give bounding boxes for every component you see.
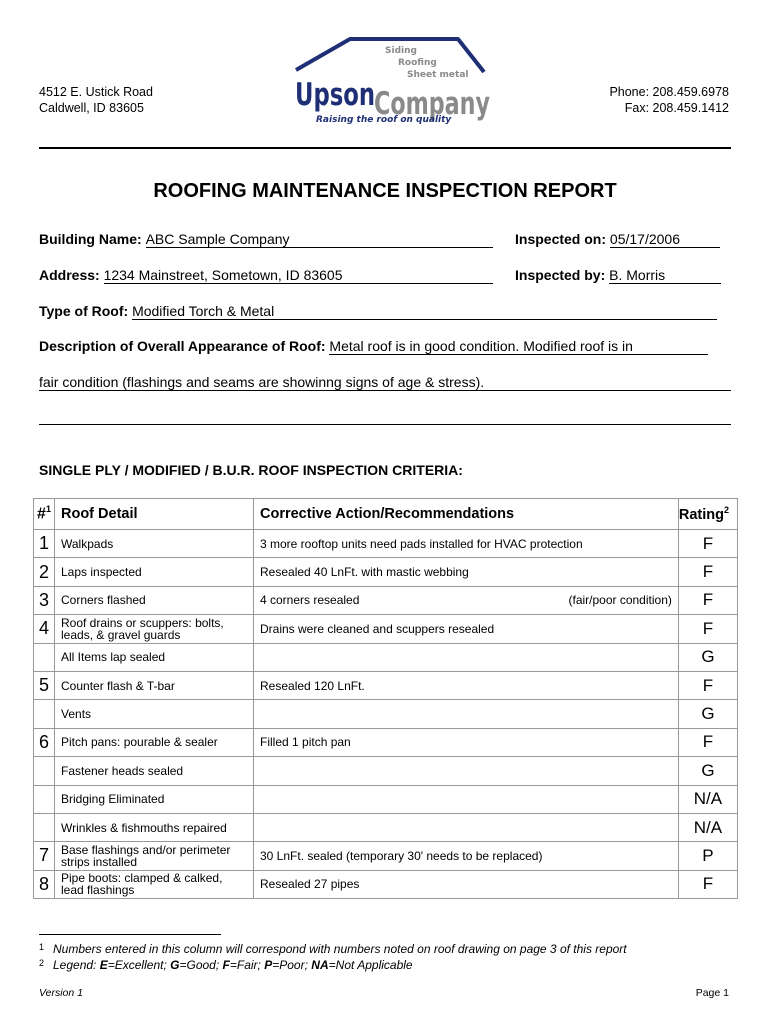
address-label: Address: bbox=[39, 267, 100, 283]
report-title: ROOFING MAINTENANCE INSPECTION REPORT bbox=[153, 180, 617, 202]
row-roof-detail: Walkpads bbox=[55, 530, 254, 558]
criteria-header-row bbox=[34, 499, 738, 530]
row-corrective-action bbox=[254, 870, 679, 898]
roof-type-field bbox=[39, 303, 717, 320]
row-rating: F bbox=[678, 728, 737, 756]
row-action-text: 3 more rooftop units need pads installed for HVAC protection bbox=[260, 536, 583, 551]
inspected-by-text: B. Morris bbox=[609, 267, 666, 283]
description-value-2 bbox=[39, 374, 731, 391]
row-corrective-action bbox=[254, 643, 679, 671]
row-rating: G bbox=[678, 643, 737, 671]
header-rating-sup: 2 bbox=[723, 505, 729, 516]
criteria-row bbox=[34, 558, 738, 586]
row-action-text: Filled 1 pitch pan bbox=[260, 735, 351, 750]
description-field bbox=[39, 338, 708, 355]
row-roof-detail: Bridging Eliminated bbox=[55, 785, 254, 813]
row-number: 4 bbox=[34, 615, 55, 643]
legend-label: Legend: bbox=[53, 958, 97, 972]
footnote-divider bbox=[39, 934, 221, 935]
row-number bbox=[34, 700, 55, 728]
inspected-on-label: Inspected on: bbox=[515, 231, 607, 247]
row-number: 5 bbox=[34, 671, 55, 699]
row-rating: P bbox=[678, 842, 737, 870]
row-roof-detail: Laps inspected bbox=[55, 558, 254, 586]
footnote-1-mark: 1 bbox=[39, 942, 45, 952]
description-value-1 bbox=[329, 338, 708, 355]
legend-code: P bbox=[264, 958, 273, 972]
row-condition-note: (fair/poor condition) bbox=[568, 593, 672, 608]
row-action-text: 30 LnFt. sealed (temporary 30' needs to be replaced) bbox=[260, 848, 543, 863]
criteria-row bbox=[34, 671, 738, 699]
row-action-text: Drains were cleaned and scuppers resealed bbox=[260, 621, 495, 636]
inspected-by-label: Inspected by: bbox=[515, 267, 606, 283]
row-rating: F bbox=[678, 671, 737, 699]
row-number: 1 bbox=[34, 530, 55, 558]
inspected-on-value bbox=[610, 231, 720, 248]
row-corrective-action bbox=[254, 586, 679, 614]
page-number: Page 1 bbox=[695, 987, 729, 999]
description-continued bbox=[39, 374, 731, 391]
row-rating: F bbox=[678, 586, 737, 614]
legend-code: E bbox=[99, 958, 108, 972]
criteria-section-title: SINGLE PLY / MODIFIED / B.U.R. ROOF INSPECTION CRITERIA: bbox=[39, 462, 463, 478]
row-number: 7 bbox=[34, 842, 55, 870]
logo-name-part-1: Upson bbox=[295, 77, 375, 113]
row-rating: F bbox=[678, 558, 737, 586]
row-roof-detail: Wrinkles & fishmouths repaired bbox=[55, 813, 254, 841]
building-name-text: ABC Sample Company bbox=[145, 231, 290, 247]
address-value bbox=[104, 267, 493, 284]
footnote-2-mark: 2 bbox=[39, 958, 45, 968]
row-action-text: Resealed 120 LnFt. bbox=[260, 678, 365, 693]
phone-number: Phone: 208.459.6978 bbox=[609, 85, 729, 99]
row-corrective-action bbox=[254, 842, 679, 870]
row-roof-detail: Corners flashed bbox=[55, 586, 254, 614]
logo-name-part-2: Company bbox=[374, 86, 490, 122]
logo-roof-line-1: Siding bbox=[385, 46, 417, 56]
description-blank-line bbox=[39, 424, 731, 425]
header-num-sup: 1 bbox=[45, 504, 51, 515]
row-rating: N/A bbox=[678, 785, 737, 813]
company-address bbox=[39, 84, 153, 116]
row-number: 8 bbox=[34, 870, 55, 898]
roof-type-label: Type of Roof: bbox=[39, 303, 129, 319]
row-number: 2 bbox=[34, 558, 55, 586]
row-corrective-action bbox=[254, 757, 679, 785]
legend-meaning: =Fair; bbox=[229, 958, 261, 972]
row-number: 6 bbox=[34, 728, 55, 756]
row-roof-detail: All Items lap sealed bbox=[55, 643, 254, 671]
description-text-2: fair condition (flashings and seams are showinng signs of age & stress). bbox=[39, 374, 485, 390]
row-rating: F bbox=[678, 615, 737, 643]
address-field bbox=[39, 267, 493, 284]
criteria-row bbox=[34, 842, 738, 870]
row-action-text: Resealed 40 LnFt. with mastic webbing bbox=[260, 565, 469, 580]
row-roof-detail: Pitch pans: pourable & sealer bbox=[55, 728, 254, 756]
header-num bbox=[34, 499, 55, 530]
row-corrective-action bbox=[254, 700, 679, 728]
criteria-row bbox=[34, 700, 738, 728]
logo-roof-line-3: Sheet metal bbox=[407, 70, 469, 80]
logo-tagline: Raising the roof on quality bbox=[316, 115, 452, 125]
row-number: 3 bbox=[34, 586, 55, 614]
inspected-by-field bbox=[515, 267, 721, 284]
criteria-row bbox=[34, 615, 738, 643]
criteria-row bbox=[34, 728, 738, 756]
building-name-label: Building Name: bbox=[39, 231, 142, 247]
legend-code: NA bbox=[311, 958, 329, 972]
criteria-row bbox=[34, 785, 738, 813]
header-action: Corrective Action/Recommendations bbox=[254, 499, 679, 530]
building-name-field bbox=[39, 231, 493, 248]
company-logo bbox=[288, 36, 494, 128]
row-action-text: Resealed 27 pipes bbox=[260, 877, 360, 892]
legend-code: F bbox=[222, 958, 230, 972]
row-corrective-action bbox=[254, 728, 679, 756]
row-roof-detail: Counter flash & T-bar bbox=[55, 671, 254, 699]
row-rating: F bbox=[678, 530, 737, 558]
header-divider bbox=[39, 147, 731, 149]
row-corrective-action bbox=[254, 530, 679, 558]
header-rating bbox=[678, 499, 737, 530]
row-roof-detail: Base flashings and/or perimeter strips installed bbox=[55, 842, 254, 870]
legend-meaning: =Good; bbox=[179, 958, 220, 972]
legend-list bbox=[100, 958, 413, 972]
criteria-row bbox=[34, 757, 738, 785]
row-number bbox=[34, 757, 55, 785]
criteria-table bbox=[33, 498, 738, 899]
row-corrective-action bbox=[254, 558, 679, 586]
row-corrective-action bbox=[254, 785, 679, 813]
criteria-row bbox=[34, 586, 738, 614]
building-name-value bbox=[146, 231, 493, 248]
legend-meaning: =Not Applicable bbox=[328, 958, 413, 972]
header-num-text: # bbox=[37, 505, 46, 523]
address-line-1: 4512 E. Ustick Road bbox=[39, 85, 153, 99]
row-roof-detail: Roof drains or scuppers: bolts, leads, & gravel guards bbox=[55, 615, 254, 643]
criteria-row bbox=[34, 870, 738, 898]
description-text-1: Metal roof is in good condition. Modified roof is in bbox=[329, 338, 633, 354]
description-label: Description of Overall Appearance of Roof: bbox=[39, 338, 326, 354]
footnote-1 bbox=[39, 942, 627, 956]
row-rating: G bbox=[678, 700, 737, 728]
logo-roof-line-2: Roofing bbox=[398, 58, 437, 68]
inspected-on-field bbox=[515, 231, 720, 248]
roof-type-text: Modified Torch & Metal bbox=[132, 303, 275, 319]
row-rating: N/A bbox=[678, 813, 737, 841]
address-text: 1234 Mainstreet, Sometown, ID 83605 bbox=[103, 267, 343, 283]
roof-type-value bbox=[132, 303, 717, 320]
criteria-row bbox=[34, 643, 738, 671]
row-roof-detail: Fastener heads sealed bbox=[55, 757, 254, 785]
fax-number: Fax: 208.459.1412 bbox=[624, 101, 729, 115]
inspected-by-value bbox=[609, 267, 721, 284]
row-corrective-action bbox=[254, 615, 679, 643]
row-number bbox=[34, 643, 55, 671]
row-roof-detail: Pipe boots: clamped & calked, lead flashings bbox=[55, 870, 254, 898]
footnote-1-text: Numbers entered in this column will correspond with numbers noted on roof drawing on page 3 of this report bbox=[53, 942, 627, 956]
company-contact bbox=[609, 84, 729, 116]
row-corrective-action bbox=[254, 813, 679, 841]
header-rating-text: Rating bbox=[678, 506, 724, 523]
legend-meaning: =Excellent; bbox=[107, 958, 167, 972]
criteria-row bbox=[34, 813, 738, 841]
row-rating: G bbox=[678, 757, 737, 785]
row-rating: F bbox=[678, 870, 737, 898]
row-roof-detail: Vents bbox=[55, 700, 254, 728]
address-line-2: Caldwell, ID 83605 bbox=[39, 101, 144, 115]
footnote-2 bbox=[39, 958, 413, 972]
row-number bbox=[34, 813, 55, 841]
row-action-text: 4 corners resealed bbox=[260, 593, 360, 608]
inspected-on-text: 05/17/2006 bbox=[609, 231, 680, 247]
legend-code: G bbox=[170, 958, 180, 972]
criteria-row bbox=[34, 530, 738, 558]
header-detail: Roof Detail bbox=[55, 499, 254, 530]
row-number bbox=[34, 785, 55, 813]
legend-meaning: =Poor; bbox=[272, 958, 308, 972]
version-label: Version 1 bbox=[39, 987, 83, 999]
row-corrective-action bbox=[254, 671, 679, 699]
